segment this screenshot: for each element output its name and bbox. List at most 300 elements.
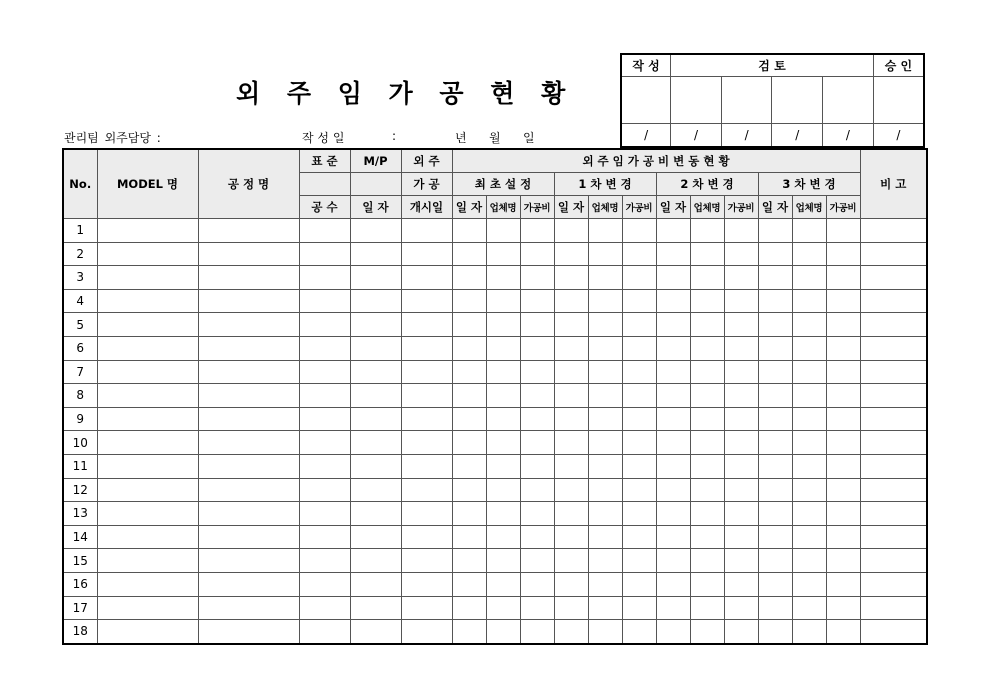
table-cell[interactable] [792,596,826,620]
table-cell[interactable] [554,572,588,596]
table-cell[interactable] [622,266,656,290]
table-cell[interactable] [860,596,927,620]
table-cell[interactable] [198,360,299,384]
table-cell[interactable] [452,360,486,384]
signature-cell[interactable] [772,77,823,124]
table-cell[interactable] [554,289,588,313]
table-cell[interactable] [622,242,656,266]
table-cell[interactable] [588,572,622,596]
table-cell[interactable] [401,525,452,549]
table-cell[interactable] [520,407,554,431]
table-cell[interactable] [350,572,401,596]
table-cell[interactable] [860,360,927,384]
table-cell[interactable] [198,478,299,502]
table-cell[interactable] [860,219,927,243]
table-cell[interactable] [690,502,724,526]
table-cell[interactable] [350,266,401,290]
table-cell[interactable] [588,502,622,526]
table-cell[interactable] [690,360,724,384]
table-cell[interactable] [622,620,656,644]
approval-date-cell[interactable]: / [823,124,874,148]
table-cell[interactable] [690,596,724,620]
table-cell[interactable] [826,572,860,596]
table-cell[interactable] [690,454,724,478]
table-cell[interactable] [724,525,758,549]
table-cell[interactable] [198,384,299,408]
table-cell[interactable] [622,596,656,620]
table-cell[interactable] [486,596,520,620]
table-cell[interactable] [690,407,724,431]
table-cell[interactable] [350,336,401,360]
table-cell[interactable] [656,431,690,455]
table-cell[interactable] [97,502,198,526]
table-cell[interactable] [520,502,554,526]
table-cell[interactable] [452,384,486,408]
table-cell[interactable] [486,242,520,266]
table-cell[interactable] [486,219,520,243]
table-cell[interactable] [486,454,520,478]
table-cell[interactable] [554,549,588,573]
table-cell[interactable] [554,407,588,431]
table-cell[interactable] [622,313,656,337]
table-cell[interactable] [826,454,860,478]
table-cell[interactable] [724,572,758,596]
table-cell[interactable] [554,620,588,644]
table-cell[interactable] [452,549,486,573]
table-cell[interactable] [860,289,927,313]
table-cell[interactable] [860,384,927,408]
table-cell[interactable] [299,407,350,431]
table-cell[interactable] [486,525,520,549]
table-cell[interactable] [401,219,452,243]
table-cell[interactable] [401,360,452,384]
table-cell[interactable] [758,454,792,478]
table-cell[interactable] [622,336,656,360]
table-cell[interactable] [299,431,350,455]
table-cell[interactable] [622,289,656,313]
table-cell[interactable] [758,336,792,360]
table-cell[interactable] [350,384,401,408]
table-cell[interactable] [690,525,724,549]
table-cell[interactable] [554,596,588,620]
table-cell[interactable] [826,384,860,408]
table-cell[interactable] [758,502,792,526]
table-cell[interactable] [588,384,622,408]
table-cell[interactable] [622,572,656,596]
table-cell[interactable] [520,219,554,243]
table-cell[interactable] [758,407,792,431]
table-cell[interactable] [97,313,198,337]
table-cell[interactable] [452,478,486,502]
table-cell[interactable] [622,549,656,573]
table-cell[interactable] [198,431,299,455]
table-cell[interactable] [826,313,860,337]
table-cell[interactable] [622,525,656,549]
table-cell[interactable] [299,620,350,644]
table-cell[interactable] [452,242,486,266]
table-cell[interactable] [656,360,690,384]
table-cell[interactable] [401,384,452,408]
table-cell[interactable] [588,242,622,266]
table-cell[interactable] [622,454,656,478]
table-cell[interactable] [860,549,927,573]
table-cell[interactable] [860,313,927,337]
approval-date-cell[interactable]: / [873,124,924,148]
signature-cell[interactable] [823,77,874,124]
table-cell[interactable] [826,525,860,549]
table-cell[interactable] [486,384,520,408]
table-cell[interactable] [401,478,452,502]
table-cell[interactable] [299,219,350,243]
table-cell[interactable] [198,336,299,360]
table-cell[interactable] [97,219,198,243]
table-cell[interactable] [758,219,792,243]
table-cell[interactable] [656,502,690,526]
table-cell[interactable] [860,502,927,526]
table-cell[interactable] [97,620,198,644]
table-cell[interactable] [758,266,792,290]
table-cell[interactable] [792,549,826,573]
table-cell[interactable] [350,620,401,644]
table-cell[interactable] [97,336,198,360]
table-cell[interactable] [656,525,690,549]
table-cell[interactable] [690,219,724,243]
table-cell[interactable] [350,525,401,549]
table-cell[interactable] [758,596,792,620]
table-cell[interactable] [724,454,758,478]
table-cell[interactable] [486,549,520,573]
table-cell[interactable] [486,289,520,313]
table-cell[interactable] [97,572,198,596]
table-cell[interactable] [792,242,826,266]
table-cell[interactable] [724,407,758,431]
table-cell[interactable] [792,478,826,502]
table-cell[interactable] [401,596,452,620]
table-cell[interactable] [198,549,299,573]
table-cell[interactable] [588,266,622,290]
table-cell[interactable] [520,289,554,313]
table-cell[interactable] [724,289,758,313]
table-cell[interactable] [198,266,299,290]
table-cell[interactable] [690,478,724,502]
table-cell[interactable] [656,313,690,337]
table-cell[interactable] [452,502,486,526]
table-cell[interactable] [401,549,452,573]
table-cell[interactable] [656,620,690,644]
table-cell[interactable] [520,620,554,644]
table-cell[interactable] [758,384,792,408]
table-cell[interactable] [520,266,554,290]
table-cell[interactable] [724,620,758,644]
table-cell[interactable] [350,360,401,384]
table-cell[interactable] [350,454,401,478]
table-cell[interactable] [588,549,622,573]
table-cell[interactable] [401,242,452,266]
table-cell[interactable] [656,289,690,313]
table-cell[interactable] [724,336,758,360]
table-cell[interactable] [452,336,486,360]
table-cell[interactable] [826,219,860,243]
table-cell[interactable] [97,384,198,408]
table-cell[interactable] [520,525,554,549]
table-cell[interactable] [452,219,486,243]
table-cell[interactable] [860,407,927,431]
table-cell[interactable] [486,620,520,644]
table-cell[interactable] [758,313,792,337]
table-cell[interactable] [656,242,690,266]
table-cell[interactable] [622,431,656,455]
approval-date-cell[interactable]: / [772,124,823,148]
table-cell[interactable] [690,266,724,290]
table-cell[interactable] [758,431,792,455]
table-cell[interactable] [656,384,690,408]
table-cell[interactable] [656,572,690,596]
table-cell[interactable] [622,360,656,384]
table-cell[interactable] [520,360,554,384]
table-cell[interactable] [690,431,724,455]
table-cell[interactable] [656,336,690,360]
table-cell[interactable] [588,454,622,478]
table-cell[interactable] [690,242,724,266]
table-cell[interactable] [690,620,724,644]
table-cell[interactable] [198,572,299,596]
table-cell[interactable] [792,313,826,337]
table-cell[interactable] [826,502,860,526]
table-cell[interactable] [758,478,792,502]
table-cell[interactable] [656,549,690,573]
table-cell[interactable] [826,266,860,290]
table-cell[interactable] [198,620,299,644]
table-cell[interactable] [198,502,299,526]
table-cell[interactable] [452,431,486,455]
table-cell[interactable] [588,336,622,360]
table-cell[interactable] [724,478,758,502]
table-cell[interactable] [486,431,520,455]
table-cell[interactable] [554,360,588,384]
table-cell[interactable] [486,266,520,290]
table-cell[interactable] [690,313,724,337]
table-cell[interactable] [554,502,588,526]
table-cell[interactable] [198,219,299,243]
table-cell[interactable] [350,219,401,243]
table-cell[interactable] [486,478,520,502]
table-cell[interactable] [860,336,927,360]
table-cell[interactable] [792,266,826,290]
signature-cell[interactable] [873,77,924,124]
table-cell[interactable] [724,502,758,526]
table-cell[interactable] [588,313,622,337]
table-cell[interactable] [622,478,656,502]
table-cell[interactable] [860,572,927,596]
table-cell[interactable] [452,525,486,549]
table-cell[interactable] [554,266,588,290]
table-cell[interactable] [520,478,554,502]
table-cell[interactable] [588,620,622,644]
table-cell[interactable] [198,242,299,266]
signature-cell[interactable] [671,77,722,124]
signature-cell[interactable] [621,77,671,124]
table-cell[interactable] [554,478,588,502]
table-cell[interactable] [826,549,860,573]
table-cell[interactable] [97,525,198,549]
table-cell[interactable] [860,525,927,549]
table-cell[interactable] [588,219,622,243]
table-cell[interactable] [486,407,520,431]
table-cell[interactable] [860,454,927,478]
table-cell[interactable] [198,596,299,620]
table-cell[interactable] [860,431,927,455]
table-cell[interactable] [690,336,724,360]
table-cell[interactable] [690,289,724,313]
table-cell[interactable] [554,219,588,243]
approval-date-cell[interactable]: / [621,124,671,148]
table-cell[interactable] [724,384,758,408]
table-cell[interactable] [826,289,860,313]
table-cell[interactable] [299,384,350,408]
table-cell[interactable] [622,219,656,243]
table-cell[interactable] [299,242,350,266]
table-cell[interactable] [350,289,401,313]
table-cell[interactable] [758,360,792,384]
table-cell[interactable] [792,336,826,360]
table-cell[interactable] [656,596,690,620]
table-cell[interactable] [520,384,554,408]
table-cell[interactable] [520,313,554,337]
table-cell[interactable] [97,596,198,620]
table-cell[interactable] [860,266,927,290]
table-cell[interactable] [97,360,198,384]
table-cell[interactable] [452,454,486,478]
signature-cell[interactable] [721,77,772,124]
table-cell[interactable] [452,596,486,620]
table-cell[interactable] [520,454,554,478]
table-cell[interactable] [758,620,792,644]
table-cell[interactable] [350,431,401,455]
table-cell[interactable] [792,360,826,384]
table-cell[interactable] [97,407,198,431]
table-cell[interactable] [724,242,758,266]
table-cell[interactable] [860,242,927,266]
table-cell[interactable] [198,407,299,431]
table-cell[interactable] [724,360,758,384]
table-cell[interactable] [656,454,690,478]
table-cell[interactable] [792,525,826,549]
table-cell[interactable] [690,572,724,596]
table-cell[interactable] [97,266,198,290]
table-cell[interactable] [554,242,588,266]
table-cell[interactable] [401,289,452,313]
table-cell[interactable] [520,336,554,360]
table-cell[interactable] [299,572,350,596]
table-cell[interactable] [401,407,452,431]
table-cell[interactable] [826,478,860,502]
table-cell[interactable] [350,407,401,431]
table-cell[interactable] [826,360,860,384]
table-cell[interactable] [97,454,198,478]
table-cell[interactable] [520,572,554,596]
table-cell[interactable] [452,266,486,290]
table-cell[interactable] [826,431,860,455]
table-cell[interactable] [299,454,350,478]
table-cell[interactable] [401,454,452,478]
table-cell[interactable] [622,384,656,408]
table-cell[interactable] [588,289,622,313]
table-cell[interactable] [198,313,299,337]
table-cell[interactable] [656,407,690,431]
table-cell[interactable] [299,336,350,360]
table-cell[interactable] [588,596,622,620]
table-cell[interactable] [724,266,758,290]
table-cell[interactable] [452,313,486,337]
table-cell[interactable] [350,478,401,502]
table-cell[interactable] [690,384,724,408]
table-cell[interactable] [486,336,520,360]
table-cell[interactable] [758,525,792,549]
table-cell[interactable] [656,478,690,502]
table-cell[interactable] [554,525,588,549]
table-cell[interactable] [826,407,860,431]
table-cell[interactable] [622,502,656,526]
table-cell[interactable] [350,596,401,620]
table-cell[interactable] [554,336,588,360]
table-cell[interactable] [792,620,826,644]
table-cell[interactable] [401,266,452,290]
table-cell[interactable] [520,596,554,620]
table-cell[interactable] [520,242,554,266]
table-cell[interactable] [792,384,826,408]
table-cell[interactable] [486,313,520,337]
table-cell[interactable] [758,572,792,596]
table-cell[interactable] [97,431,198,455]
table-cell[interactable] [97,549,198,573]
table-cell[interactable] [198,289,299,313]
table-cell[interactable] [299,360,350,384]
table-cell[interactable] [350,242,401,266]
table-cell[interactable] [860,620,927,644]
table-cell[interactable] [486,502,520,526]
table-cell[interactable] [690,549,724,573]
table-cell[interactable] [299,549,350,573]
table-cell[interactable] [622,407,656,431]
table-cell[interactable] [401,620,452,644]
table-cell[interactable] [452,572,486,596]
table-cell[interactable] [452,289,486,313]
table-cell[interactable] [452,620,486,644]
table-cell[interactable] [97,478,198,502]
table-cell[interactable] [401,502,452,526]
table-cell[interactable] [554,384,588,408]
table-cell[interactable] [350,502,401,526]
table-cell[interactable] [520,549,554,573]
table-cell[interactable] [554,454,588,478]
table-cell[interactable] [401,572,452,596]
table-cell[interactable] [724,219,758,243]
table-cell[interactable] [758,549,792,573]
table-cell[interactable] [401,336,452,360]
table-cell[interactable] [792,289,826,313]
table-cell[interactable] [656,266,690,290]
table-cell[interactable] [350,549,401,573]
table-cell[interactable] [758,289,792,313]
table-cell[interactable] [299,502,350,526]
table-cell[interactable] [97,289,198,313]
table-cell[interactable] [401,431,452,455]
table-cell[interactable] [520,431,554,455]
table-cell[interactable] [724,549,758,573]
table-cell[interactable] [588,360,622,384]
table-cell[interactable] [826,596,860,620]
table-cell[interactable] [486,572,520,596]
